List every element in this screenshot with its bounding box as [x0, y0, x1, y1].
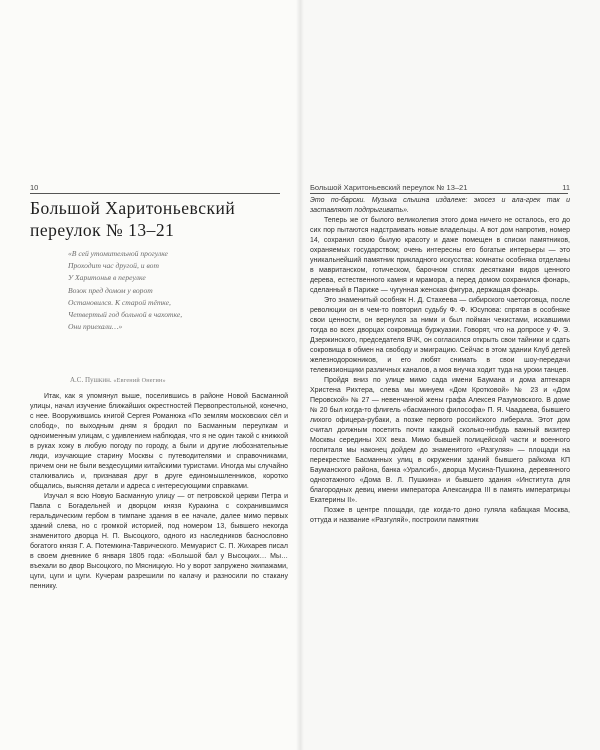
epigraph-line: Четвертый год больной в чахотке,	[68, 310, 183, 320]
chapter-title-line-2: переулок № 13–21	[30, 220, 175, 240]
epigraph-line: У Харитонья в переулке	[68, 273, 146, 283]
paragraph-continuation: Это по-барски. Музыка слышна издалеке: экосез и ала-грек так и заставляют подпрыгивать».	[310, 197, 570, 214]
header-rule-left	[30, 193, 280, 194]
epigraph-line: «В сей утомительной прогулке	[68, 249, 168, 258]
epigraph-line: Они приехали…»	[68, 322, 123, 332]
page-number-right: 11	[562, 183, 570, 192]
paragraph: Позже в центре площади, где когда-то доно гуляла кабацкая Москва, оттуда и название «Разгуляй», построили памятник	[310, 507, 570, 524]
book-gutter	[296, 0, 304, 750]
right-page	[300, 0, 600, 750]
epigraph-line: Возок пред домом у ворот	[68, 285, 153, 295]
body-text-left	[30, 392, 288, 592]
running-head-title: Большой Харитоньевский переулок № 13–21	[310, 183, 468, 192]
epigraph	[68, 248, 288, 333]
body-text-right	[310, 196, 570, 526]
paragraph: Итак, как я упомянул выше, поселившись в районе Новой Басманной улицы, начал изучение ближайших окрестностей Первопрестольной, конечно, с нее. Вооружившись книгой Сергея Романюка «По землям московских сёл и слобод», по выходным дням я бродил по Басманным переулкам и одноименным улицам, с удивлением наблюдая, что я не один такой с книжкой в руках хожу в любую погоду по городу, а были и другие любознательные люди, изучающие старину Москвы с путеводителями и справочниками, причем они не были вездесущими китайскими туристами. Иногда мы случайно сталкивались и, признавая друг в друге единомышленников, коротко общались, выясняя детали и адреса с интересующими справками.	[30, 393, 288, 490]
paragraph: Изучал я всю Новую Басманную улицу — от петровской церкви Петра и Павла с Богадельней и дворцом князя Куракина с сохранившимся геральдическим гербом в тимпане здания в ее начале, далее мимо первых зданий слева, но с громкой историей, под номером 13, бывшего некогда знаменитого дворца Н. П. Высоцкого, одного из наследников баснословно богатого князя Г. А. Потемкина-Таврического. Мемуарист С. П. Жихарев писал в своем дневнике 6 января 1805 года: «Большой бал у Высоцких… Мы… въехали во двор Высоцкого, по Мясницкую. Но у ворот запружено экипажами, цуги, цуги и цуги. Кучерам разрешили по калачу и разносили по стакану пеннику.	[30, 493, 288, 590]
paragraph: Пройдя вниз по улице мимо сада имени Баумана и дома аптекаря Христена Рихтера, слева мы минуем «Дом Кротковой» № 23 и «Дом Перовской» № 27 — невенчанной жены графа Алексея Разумовского. В доме № 20 был когда-то флигель «басманного философа» П. Я. Чаадаева, бывшего лихого офицера-рубаки, а позже первого российского либерала. Этот дом считал должным посетить почти каждый сколько-нибудь важный визитер Москвы середины XIX века. Мимо бывшей полицейской части и военного госпиталя мы наконец дойдем до знаменитого «Разгуляя» — площади на перекрестке Басманных улиц в окружении зданий бывшего райкома КП Бауманского района, банка «Уралсиб», дворца Мусина-Пушкина, деревянного одноэтажного «Дома В. Л. Пушкина» и бывшего здания «Института для благородных девиц имени императора Александра III в память императрицы Екатерины II».	[310, 377, 570, 504]
header-rule-right	[310, 193, 568, 194]
paragraph: Теперь же от былого великолепия этого дома ничего не осталось, его до сих пор пытаются надстраивать новые владельцы. А вот дом напротив, номер 14, сохранил свою былую красоту и даже помещен в списки памятников, охраняемых государством; очень интересны его богатые интерьеры — это уникальнейший памятник прикладного искусства: комнаты особняка отделаны в мавританском, готическом, барочном стилях десятками видов ценного дерева, естественного камня и мрамора, а перед домом сохранился фонарь, сделанный в Париже — чугунная женская фигура, держащая фонарь.	[310, 217, 570, 294]
epigraph-line: Остановился. К старой тётке,	[68, 297, 171, 307]
chapter-title-line-1: Большой Харитоньевский	[30, 198, 236, 218]
epigraph-line: Проходит час другой, и вот	[68, 261, 159, 271]
epigraph-author: А.С. Пушкин.	[70, 376, 112, 384]
page-number-left: 10	[30, 183, 39, 192]
epigraph-work: «Евгений Онегин»	[113, 377, 166, 384]
chapter-title	[30, 197, 290, 241]
epigraph-attribution	[70, 376, 166, 384]
paragraph: Это знаменитый особняк Н. Д. Стахеева — сибирского чаеторговца, после революции он в чем-то повторил судьбу Ф. Ф. Юсупова: спрятав в особняке свои ценности, он вернулся за ними и был пойман чекистами, искавшими тогда во всех дворцах сокровища буржуазии. Говорят, что на допросе у Ф. Э. Дзержинского, председателя ВЧК, он согласился открыть свои тайники и сдать сокровища в обмен на свободу и эмиграцию. Сейчас в этом здании Клуб детей железнодорожников, и его любят снимать в свои шоу-передачи телевизионщики различных каналов, а моя внучка ходит туда на уроки танцев.	[310, 297, 570, 374]
